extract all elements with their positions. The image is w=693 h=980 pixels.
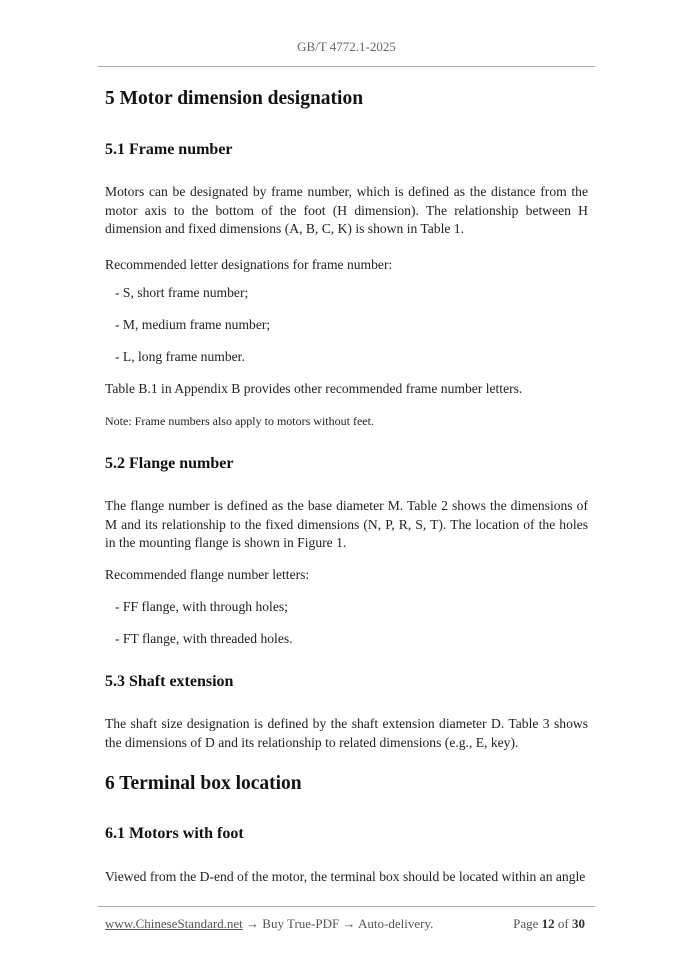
of-label: of bbox=[557, 916, 569, 931]
list-item: - FT flange, with threaded holes. bbox=[115, 631, 293, 646]
total-pages: 30 bbox=[572, 916, 585, 931]
paragraph: Viewed from the D-end of the motor, the terminal box should be located within an angle bbox=[105, 869, 586, 884]
list-item: - L, long frame number. bbox=[115, 349, 245, 364]
heading-5-1: 5.1 Frame number bbox=[105, 141, 233, 158]
list-item: - M, medium frame number; bbox=[115, 317, 271, 332]
current-page: 12 bbox=[541, 916, 555, 931]
header-rule bbox=[98, 66, 595, 67]
heading-section-6: 6 Terminal box location bbox=[105, 773, 302, 794]
paragraph: Recommended letter designations for frame number: bbox=[105, 257, 393, 272]
paragraph: The shaft size designation is defined by the shaft extension diameter D. Table 3 shows the dimensions of D and its relationship to related dimensions (e.g., E, key). bbox=[105, 716, 588, 750]
page-label: Page bbox=[513, 916, 539, 931]
website-link[interactable]: www.ChineseStandard.net bbox=[105, 916, 243, 931]
footer-text: → Buy True-PDF → Auto-delivery. bbox=[242, 916, 434, 931]
heading-section-5: 5 Motor dimension designation bbox=[105, 88, 364, 109]
list-item: - S, short frame number; bbox=[115, 285, 249, 300]
heading-6-1: 6.1 Motors with foot bbox=[105, 825, 244, 842]
paragraph: Table B.1 in Appendix B provides other recommended frame number letters. bbox=[105, 381, 523, 396]
running-header: GB/T 4772.1-2025 bbox=[297, 39, 396, 54]
paragraph: Motors can be designated by frame number, which is defined as the distance from the motor axis to the bottom of the foot (H dimension). The relationship between H dimension and fixed dimensions (A, B, C, K) is shown in Table 1. bbox=[105, 184, 588, 237]
paragraph: Recommended flange number letters: bbox=[105, 567, 310, 582]
list-item: - FF flange, with through holes; bbox=[115, 599, 288, 614]
footer bbox=[105, 916, 585, 932]
footer-rule bbox=[98, 906, 595, 907]
heading-5-3: 5.3 Shaft extension bbox=[105, 673, 234, 690]
note: Note: Frame numbers also apply to motors without feet. bbox=[105, 414, 374, 428]
heading-5-2: 5.2 Flange number bbox=[105, 455, 234, 472]
paragraph: The flange number is defined as the base diameter M. Table 2 shows the dimensions of M and its relationship to the fixed dimensions (N, P, R, S, T). The location of the holes in the mounting flange is shown in Figure 1. bbox=[105, 498, 588, 551]
page-number bbox=[513, 916, 585, 932]
